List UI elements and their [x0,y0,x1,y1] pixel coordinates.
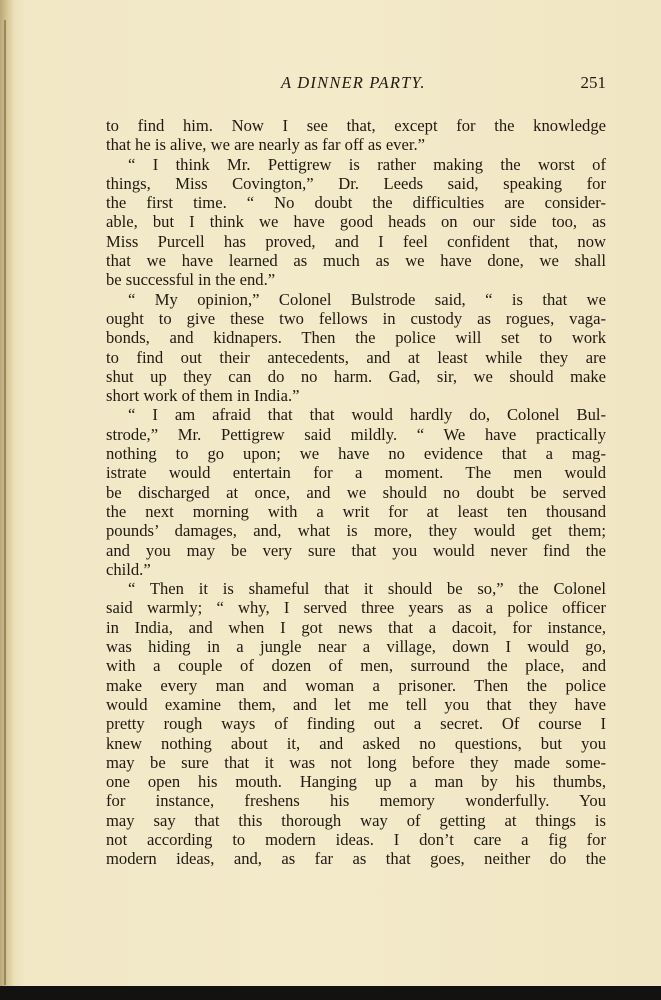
text-line: make every man and woman a prisoner. Then the police [106,675,606,695]
text-line: be discharged at once, and we should no doubt be served [106,482,606,502]
text-line: may say that this thorough way of getting at things is [106,810,606,830]
text-line: the next morning with a writ for at least ten thousand [106,501,606,521]
text-line: “ My opinion,” Colonel Bulstrode said, “ is that we [128,289,606,309]
text-line: child.” [106,559,151,579]
text-line: things, Miss Covington,” Dr. Leeds said, speaking for [106,173,606,193]
text-line: “ Then it is shameful that it should be so,” the Colonel [128,579,606,599]
text-line: and you may be very sure that you would never find the [106,540,606,560]
binding-edge [4,20,6,985]
text-line: not according to modern ideas. I don’t care a fig for [106,829,606,849]
text-line: would examine them, and let me tell you that they have [106,694,606,714]
text-line: to find out their antecedents, and at least while they are [106,347,606,367]
text-line: was hiding in a jungle near a village, down I would go, [106,637,606,657]
running-head: A DINNER PARTY. [281,73,426,92]
text-line: that we have learned as much as we have done, we shall [106,251,606,271]
text-line: may be sure that it was not long before they made some- [106,752,606,772]
page-header [106,73,606,95]
text-line: modern ideas, and, as far as that goes, neither do the [106,849,606,869]
text-line: Miss Purcell has proved, and I feel confident that, now [106,231,606,251]
text-line: shut up they can do no harm. Gad, sir, we should make [106,366,606,386]
text-line: said warmly; “ why, I served three years as a police officer [106,598,606,618]
text-line: able, but I think we have good heads on our side too, as [106,212,606,232]
text-line: knew nothing about it, and asked no questions, but you [106,733,606,753]
text-line: “ I am afraid that that would hardly do, Colonel Bul- [128,405,606,425]
text-line: for instance, freshens his memory wonderfully. You [106,791,606,811]
text-line: to find him. Now I see that, except for the knowledge [106,116,606,135]
text-line: the first time. “ No doubt the difficulties are consider- [106,193,606,213]
text-line: short work of them in India.” [106,386,300,406]
text-line: ought to give these two fellows in custody as rogues, vaga- [106,308,606,328]
body-text [106,116,606,869]
text-line: one open his mouth. Hanging up a man by his thumbs, [106,772,606,792]
scan-bottom-edge [0,986,661,1000]
binding-gutter [0,0,14,1000]
text-line: that he is alive, we are nearly as far off as ever.” [106,135,425,155]
text-line: “ I think Mr. Pettigrew is rather making the worst of [128,154,606,174]
text-line: pretty rough ways of finding out a secret. Of course I [106,714,606,734]
text-line: bonds, and kidnapers. Then the police will set to work [106,328,606,348]
text-line: pounds’ damages, and, what is more, they would get them; [106,521,606,541]
text-line: be successful in the end.” [106,270,276,290]
text-line: in India, and when I got news that a dacoit, for instance, [106,617,606,637]
page-number: 251 [580,73,606,92]
text-line: istrate would entertain for a moment. The men would [106,463,606,483]
text-line: nothing to go upon; we have no evidence that a mag- [106,444,606,464]
text-line: strode,” Mr. Pettigrew said mildly. “ We have practically [106,424,606,444]
text-line: with a couple of dozen of men, surround the place, and [106,656,606,676]
